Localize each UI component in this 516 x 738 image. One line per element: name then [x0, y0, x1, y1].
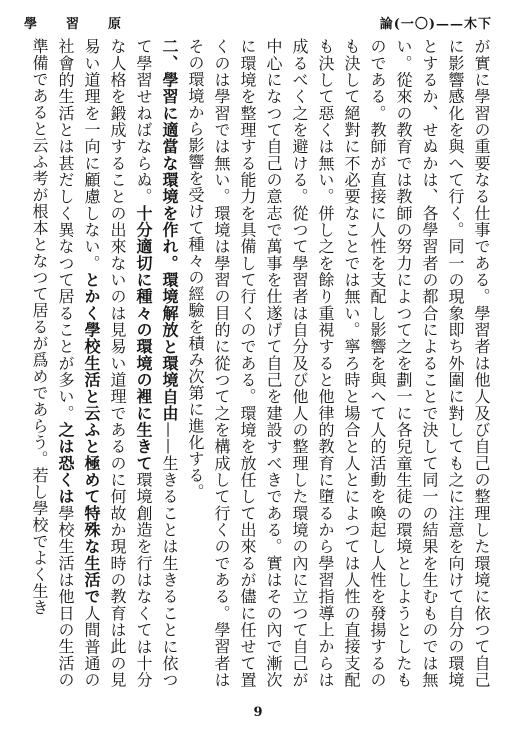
emphasis-text: 之は恐くは: [56, 421, 75, 505]
paragraph-2-text: 人間普通の社會的生活とは甚だしく異なつて居ることが多い。: [56, 38, 101, 688]
paragraph-2-start: ——生きることは生きることに依つて學習せねばならぬ。: [134, 38, 179, 688]
running-header: [24, 10, 492, 34]
header-char: 原: [108, 16, 123, 32]
body-text: [24, 38, 494, 688]
running-header-title: [24, 13, 122, 32]
page-number: 9: [253, 705, 263, 720]
section-heading-title: 二、學習に適當な環境を作れ。: [160, 38, 179, 272]
paragraph-2-text: 學校生活は他日の生活の準備であると云ふ考が根本となつて居るが爲めであらう。若し學校でよく生き: [30, 38, 75, 688]
emphasis-text: とかく學校生活と云ふと極めて特殊な生活で: [82, 271, 101, 605]
header-char: 習: [66, 16, 81, 32]
section-heading: [26, 38, 182, 688]
header-article-info: 論(一〇)——木下: [379, 16, 492, 32]
emphasis-text: 十分適切に種々の環境の裡に生きて: [134, 204, 153, 472]
header-char: 學: [24, 16, 39, 32]
paragraph-2-text: 環境創造を行はなくては十分な人格を鍛成することの出來ないのは見易い道理であるのに何故か現時の教育は此の見易い道理を一向に顧慮しない。: [82, 38, 153, 688]
running-header-author: [380, 13, 492, 32]
section-heading-emphasis: 環境解放と環境自由: [160, 271, 179, 422]
paragraph-1: が實に學習の重要なる仕事である。學習者は他人及び自己の整理した環境に依つて自己に影響感化を與へて行く。同一の現象即ち外圍に對しても之に注意を向けて自分の環境とするか、せぬかは、各學習者の都合によることで決して同一の結果を生むものでは無い。從來の教育では教師の努力によつて之を劃一に各兒童生徒の環境としようとしたものである。教師が直接に人性を支配し影響を與へて人的活動を喚起し人性を發揚するのも決して絕對に不必要なことでは無い。寧ろ時と場合と人とによつては人性の直接支配も決して惡くは無い。併し之を餘り重視すると他律的教育に墮るから學習指導上からは成るべく之を避ける。從つて學習者は自分及び他人の整理した環境の內に立つて自己が中心になつて自己の意志で萬事を仕遂げて自己を建設すべきである。實はその內で漸次に環境を整理する能力を具備して行くのである。環境を放任して出來るが儘に任せて置くのは學習では無い。環境は學習の目的に從つて之を構成して行くのである。學習者はその環境から影響を受けて種々の經驗を積み次第に進化する。: [186, 38, 491, 688]
